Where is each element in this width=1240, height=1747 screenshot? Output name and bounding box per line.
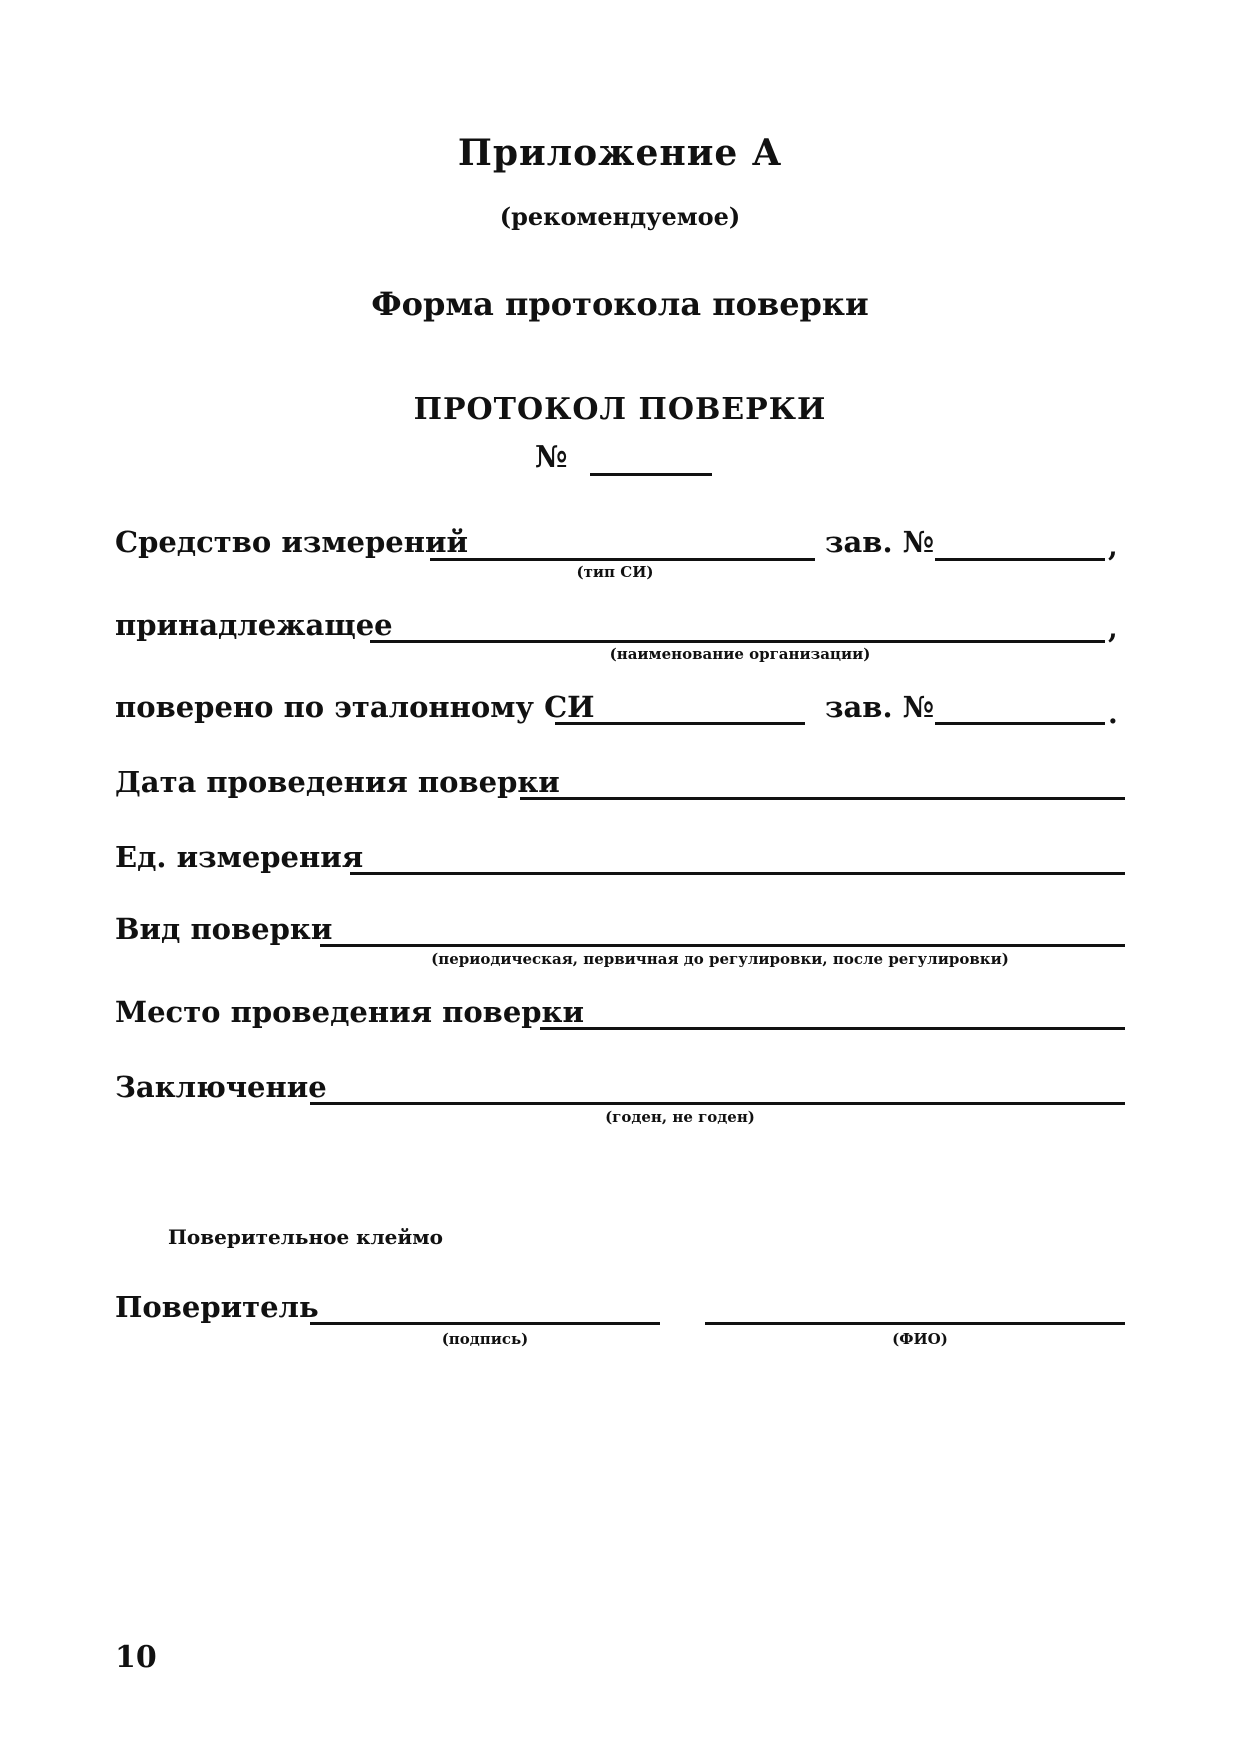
verification-type-field[interactable] — [320, 944, 1125, 947]
period-mark: . — [1108, 697, 1118, 730]
conclusion-hint: (годен, не годен) — [605, 1108, 755, 1126]
reference-label: поверено по эталонному СИ — [115, 690, 595, 724]
comma-mark: , — [1108, 530, 1118, 563]
full-name-field[interactable] — [705, 1322, 1125, 1325]
appendix-subtitle: (рекомендуемое) — [499, 202, 741, 231]
full-name-hint: (ФИО) — [892, 1330, 948, 1348]
verification-type-hint: (периодическая, первичная до регулировки, после регулировки) — [431, 950, 1009, 968]
reference-serial-field[interactable] — [935, 722, 1105, 725]
place-field[interactable] — [540, 1027, 1125, 1030]
conclusion-field[interactable] — [310, 1102, 1125, 1105]
instrument-label: Средство измерений — [115, 525, 468, 559]
protocol-number-field[interactable] — [590, 473, 712, 476]
signature-hint: (подпись) — [441, 1330, 529, 1348]
verification-type-label: Вид поверки — [115, 912, 333, 946]
reference-instrument-field[interactable] — [555, 722, 805, 725]
protocol-title: ПРОТОКОЛ ПОВЕРКИ — [413, 392, 827, 427]
unit-field[interactable] — [350, 872, 1125, 875]
date-label: Дата проведения поверки — [115, 765, 560, 799]
reference-serial-label: зав. № — [825, 690, 935, 724]
owner-hint: (наименование организации) — [609, 645, 871, 663]
unit-label: Ед. измерения — [115, 840, 364, 874]
protocol-number-label: № — [535, 440, 568, 475]
page-number: 10 — [115, 1640, 157, 1675]
stamp-label: Поверительное клеймо — [168, 1225, 443, 1249]
comma-mark: , — [1108, 612, 1118, 645]
date-field[interactable] — [520, 797, 1125, 800]
verifier-label: Поверитель — [115, 1290, 319, 1324]
instrument-hint: (тип СИ) — [576, 563, 654, 581]
serial-label: зав. № — [825, 525, 935, 559]
form-title: Форма протокола поверки — [371, 285, 869, 323]
conclusion-label: Заключение — [115, 1070, 327, 1104]
serial-number-field[interactable] — [935, 558, 1105, 561]
place-label: Место проведения поверки — [115, 995, 584, 1029]
appendix-title: Приложение А — [457, 132, 783, 174]
instrument-type-field[interactable] — [430, 558, 815, 561]
owner-label: принадлежащее — [115, 608, 393, 642]
owner-field[interactable] — [370, 640, 1105, 643]
signature-field[interactable] — [310, 1322, 660, 1325]
